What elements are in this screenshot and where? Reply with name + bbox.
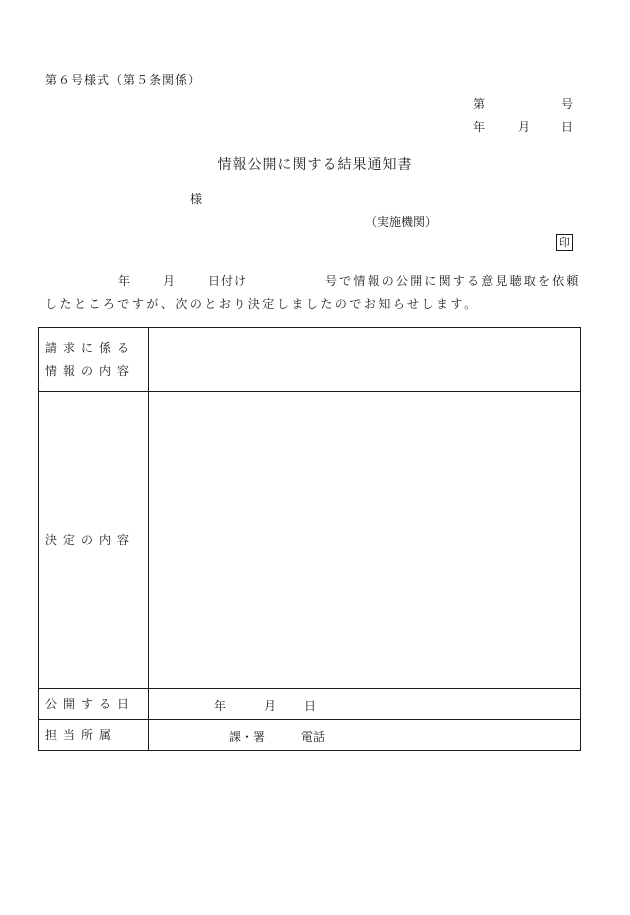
- addressee-suffix: 様: [190, 192, 203, 206]
- request-content-label-line-2: 情報の内容: [45, 363, 136, 378]
- disclosure-date-day: 日: [304, 699, 317, 713]
- request-content-label: [39, 328, 149, 392]
- document-date-month: 月: [518, 120, 531, 134]
- table-row-request-content: [39, 328, 581, 392]
- document-number-suffix: 号: [561, 97, 574, 111]
- table-row-disclosure-date: [39, 689, 581, 720]
- decision-content-field[interactable]: [149, 392, 581, 689]
- document-date-day: 日: [561, 120, 574, 134]
- agency-label: （実施機関）: [365, 215, 438, 229]
- form-number-label: 第６号様式（第５条関係）: [45, 73, 202, 87]
- request-content-label-line-1: 請求に係る: [45, 340, 136, 355]
- telephone-label: 電話: [301, 730, 326, 744]
- decision-content-label: 決定の内容: [39, 392, 149, 689]
- body-year: 年: [118, 274, 132, 288]
- request-content-field[interactable]: [149, 328, 581, 392]
- document-number-prefix: 第: [473, 97, 486, 111]
- document-title: 情報公開に関する結果通知書: [217, 157, 413, 173]
- disclosure-date-field[interactable]: [149, 689, 581, 720]
- disclosure-date-month: 月: [264, 699, 277, 713]
- document-date-year: 年: [473, 120, 486, 134]
- responsible-department-label: 担当所属: [39, 720, 149, 751]
- body-text-1: 号で情報の公開に関する意見聴取を依頼: [325, 274, 581, 288]
- notification-table: [38, 327, 581, 751]
- disclosure-date-label: 公開する日: [39, 689, 149, 720]
- body-text-line-1: [45, 272, 590, 288]
- body-month: 月: [163, 274, 177, 288]
- disclosure-date-year: 年: [214, 699, 227, 713]
- body-dated: 日付け: [208, 274, 248, 288]
- department-section-label: 課・署: [229, 730, 266, 744]
- seal-mark: 印: [556, 234, 573, 251]
- body-text-line-2: したところですが、次のとおり決定しましたのでお知らせします。: [45, 297, 479, 311]
- table-row-responsible-department: [39, 720, 581, 751]
- table-row-decision-content: [39, 392, 581, 689]
- responsible-department-field[interactable]: [149, 720, 581, 751]
